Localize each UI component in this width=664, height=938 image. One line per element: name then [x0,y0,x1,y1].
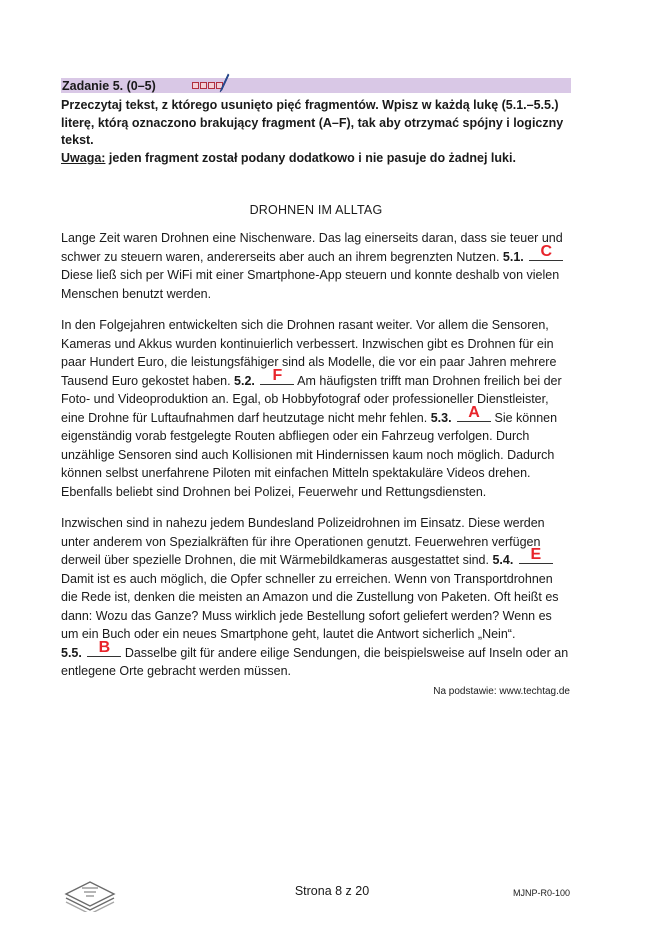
note [61,150,571,168]
note-text: jeden fragment został podany dodatkowo i nie pasuje do żadnej luki. [105,150,516,165]
gap-number: 5.5. [61,645,82,660]
gap-5-5 [61,638,121,660]
document-code: MJNP-R0-100 [512,888,570,898]
gap-5-4 [492,546,552,567]
paragraph-2 [61,316,571,501]
gap-number: 5.1. [502,249,524,264]
text-segment: In den Folgejahren entwickelten sich die Drohnen rasant weiter. Vor allem die Sensoren, Kameras und Akkus wurden kontinuierlich verbessert. Inzwischen gibt es Drohnen für ein paar Hundert Euro, die leistungsfähiger sind als Modelle, die vor ein paar Jahren mehrere Tausend Euro gekostet haben. [61,318,557,388]
note-label: Uwaga: [61,150,106,165]
answer-field[interactable] [529,242,563,261]
text-segment: Am häufigsten trifft man Drohnen freilich bei der Foto- und Videoproduktion an. Egal, ob Hobbyfotograf oder professioneller Dienstleister, eine Drohne für Luftaufnahmen darf heutzutage nicht mehr fehlen. [61,373,562,425]
text-segment: Inzwischen sind in nahezu jedem Bundesland Polizeidrohnen im Einsatz. Diese werden unter anderem von Spezialkräften für ihre Operationen genutzt. Feuerwehren verfügen derweil über spezielle Drohnen, die mit Wärmebildkameras ausgestattet sind. [61,516,545,567]
answer-field[interactable] [87,638,121,657]
text-segment: Dasselbe gilt für andere eilige Sendungen, die beispielsweise auf Inseln oder an entlegene Orte gebracht werden müssen. [61,645,569,678]
text-segment: Lange Zeit waren Drohnen eine Nischenware. Das lag einerseits daran, dass sie teuer und schwer zu steuern waren, andererseits aber auch an ihrem begrenzten Nutzen. [61,231,563,264]
gap-number: 5.4. [492,553,514,567]
gap-answer: B [98,638,111,656]
gap-5-2 [234,366,294,388]
gap-answer: A [468,403,480,421]
checkbox-icon [200,82,207,89]
page-number: Strona 8 z 20 [294,884,370,898]
task-title: Zadanie 5. (0–5) [62,78,156,93]
gap-5-1 [502,242,563,264]
instruction-text: Przeczytaj tekst, z którego usunięto pięć fragmentów. Wpisz w każdą lukę (5.1.–5.5.) literę, którą oznaczono brakujący fragment (A–F), tak aby otrzymać spójny i logiczny tekst. [61,98,564,147]
text-segment: Sie können eigenständig vorab festgelegte Routen abfliegen oder ein Fahrzeug verfolgen. Durch unzählige Sensoren sind auch Kollisionen mit Hindernissen kaum noch möglich. Dadurch können selbst unerfahrene Piloten mit einfachen Mitteln spektakuläre Videos drehen. Ebenfalls beliebt sind Drohnen bei Polizei, Feuerwehr und Rettungsdiensten. [61,410,558,499]
gap-number: 5.2. [234,373,255,388]
task-instructions [61,97,571,167]
paragraph-1 [61,229,571,303]
text-segment: Diese ließ sich per WiFi mit einer Smartphone-App steuern und konnte deshalb von vielen Menschen benutzt werden. [61,268,560,301]
text-segment: Damit ist es auch möglich, die Opfer schneller zu erreichen. Wenn von Transportdrohnen die Rede ist, denken die meisten an Amazon und die Zustellung von Paketen. Oft heißt es dann: Wozu das Ganze? Muss wirklich jede Bestellung sofort geliefert werden? Wenn es um ein Buch oder ein neues Smartphone geht, lautet die Antwort sicherlich „Nein“. [61,571,559,641]
article-title: DROHNEN IM ALLTAG [249,203,383,217]
answer-field[interactable] [260,366,294,385]
gap-number: 5.3. [430,410,452,425]
paragraph-3 [61,514,571,681]
gap-answer: C [540,242,553,260]
answer-field[interactable] [519,546,553,564]
task-icons [192,82,224,89]
gap-answer: F [272,366,283,384]
task-header [61,78,571,93]
checkbox-icon [192,82,199,89]
pen-icon [218,73,230,93]
gap-5-3 [430,403,491,425]
checkbox-icon [208,82,215,89]
answer-field[interactable] [457,403,491,422]
source-note: Na podstawie: www.techtag.de [433,686,570,697]
gap-answer: E [530,546,542,563]
